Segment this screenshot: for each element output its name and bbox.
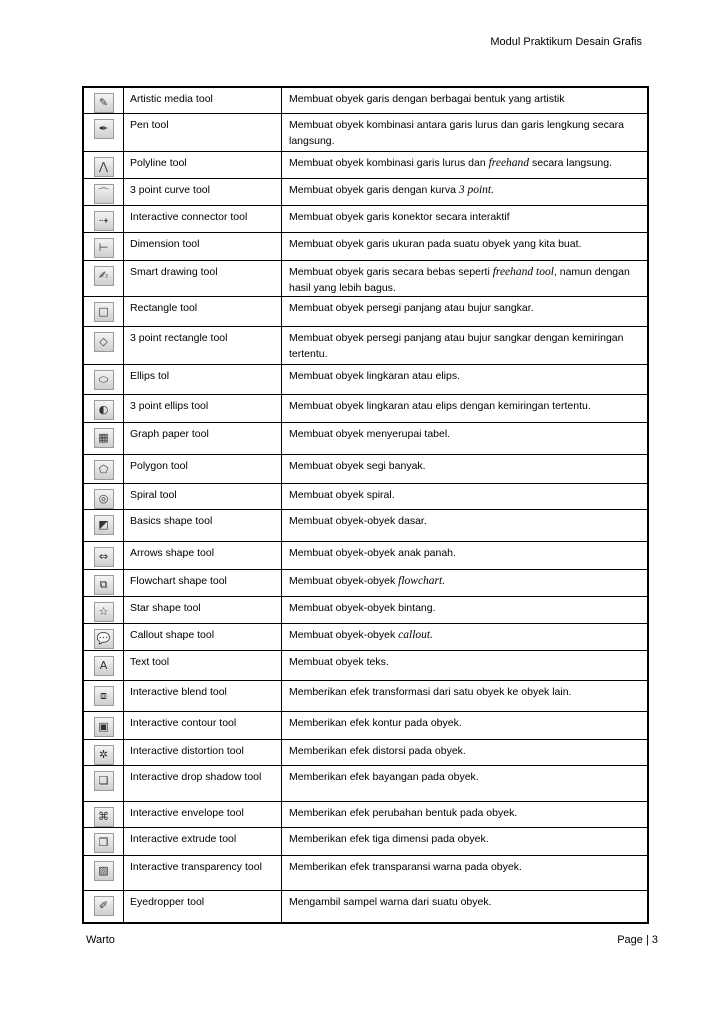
tool-description: Membuat obyek lingkaran atau elips. [282, 365, 649, 395]
tool-icon-cell [83, 423, 124, 455]
tool-icon-cell [83, 233, 124, 261]
table-row [83, 651, 648, 681]
tool-description: Memberikan efek kontur pada obyek. [282, 712, 649, 740]
tool-description: Membuat obyek kombinasi antara garis lurus dan garis lengkung secara langsung. [282, 114, 649, 152]
table-row [83, 597, 648, 624]
tool-icon-cell [83, 712, 124, 740]
table-row [83, 87, 648, 114]
tool-icon-cell [83, 740, 124, 766]
tool-description: Memberikan efek bayangan pada obyek. [282, 766, 649, 802]
table-row [83, 570, 648, 597]
tool-icon-cell [83, 152, 124, 179]
table-row [83, 802, 648, 828]
description-italic-term: flowchart. [398, 575, 446, 587]
tool-icon-cell [83, 179, 124, 206]
description-text: Membuat obyek kombinasi garis lurus dan [289, 157, 489, 169]
tool-description: Memberikan efek tiga dimensi pada obyek. [282, 828, 649, 856]
table-row [83, 206, 648, 233]
tool-description [282, 152, 649, 179]
tool-name: Spiral tool [124, 484, 282, 510]
tool-icon-cell [83, 365, 124, 395]
tool-description: Membuat obyek-obyek dasar. [282, 510, 649, 542]
envelope-icon: ⌘ [94, 807, 114, 827]
graph-paper-icon: ▦ [94, 428, 114, 448]
tool-name: Arrows shape tool [124, 542, 282, 570]
tool-description: Mengambil sampel warna dari suatu obyek. [282, 891, 649, 923]
eyedropper-icon: ✐ [94, 896, 114, 916]
flowchart-shapes-icon: ⧉ [94, 575, 114, 595]
table-row [83, 179, 648, 206]
extrude-icon: ❒ [94, 833, 114, 853]
description-italic-term: freehand tool [492, 266, 554, 278]
tool-description: Memberikan efek distorsi pada obyek. [282, 740, 649, 766]
3-point-ellipse-icon: ◐ [94, 400, 114, 420]
smart-drawing-icon: ✍ [94, 266, 114, 286]
tool-description: Membuat obyek persegi panjang atau bujur sangkar. [282, 297, 649, 327]
table-row [83, 455, 648, 484]
tool-name: 3 point ellips tool [124, 395, 282, 423]
tool-description: Memberikan efek transparansi warna pada obyek. [282, 856, 649, 891]
tool-icon-cell [83, 114, 124, 152]
star-shapes-icon: ☆ [94, 602, 114, 622]
tool-name: 3 point rectangle tool [124, 327, 282, 365]
tool-name: Polygon tool [124, 455, 282, 484]
tool-icon-cell [83, 455, 124, 484]
dimension-icon: ⊢ [94, 238, 114, 258]
tool-name: Ellips tol [124, 365, 282, 395]
tool-description: Membuat obyek segi banyak. [282, 455, 649, 484]
pen-icon: ✒ [94, 119, 114, 139]
tool-name: Basics shape tool [124, 510, 282, 542]
description-text: , namun dengan hasil yang lebih bagus. [289, 266, 630, 294]
tool-name: 3 point curve tool [124, 179, 282, 206]
tool-icon-cell [83, 206, 124, 233]
tool-icon-cell [83, 297, 124, 327]
tools-table [82, 86, 649, 924]
tool-name: Flowchart shape tool [124, 570, 282, 597]
arrow-shapes-icon: ⇔ [94, 547, 114, 567]
tool-icon-cell [83, 510, 124, 542]
table-row [83, 152, 648, 179]
tool-name: Interactive connector tool [124, 206, 282, 233]
footer-page-number: Page | 3 [617, 934, 658, 946]
tool-name: Interactive blend tool [124, 681, 282, 712]
tool-icon-cell [83, 766, 124, 802]
tool-name: Eyedropper tool [124, 891, 282, 923]
connector-icon: ⇢ [94, 211, 114, 231]
table-row [83, 484, 648, 510]
tool-name: Interactive contour tool [124, 712, 282, 740]
transparency-icon: ▨ [94, 861, 114, 881]
tool-name: Rectangle tool [124, 297, 282, 327]
table-row [83, 766, 648, 802]
table-row [83, 624, 648, 651]
tool-icon-cell [83, 484, 124, 510]
tool-description: Membuat obyek persegi panjang atau bujur sangkar dengan kemiringan tertentu. [282, 327, 649, 365]
table-row [83, 365, 648, 395]
tool-icon-cell [83, 856, 124, 891]
table-row [83, 261, 648, 297]
description-text: Membuat obyek-obyek [289, 575, 399, 587]
polyline-icon: ⋀ [94, 157, 114, 177]
table-row [83, 327, 648, 365]
drop-shadow-icon: ❏ [94, 771, 114, 791]
tool-description: Membuat obyek menyerupai tabel. [282, 423, 649, 455]
tool-name: Interactive distortion tool [124, 740, 282, 766]
tool-name: Interactive drop shadow tool [124, 766, 282, 802]
polygon-icon: ⬠ [94, 460, 114, 480]
distortion-icon: ✲ [94, 745, 114, 765]
page-header: Modul Praktikum Desain Grafis [490, 36, 642, 48]
basic-shapes-icon: ◩ [94, 515, 114, 535]
tool-icon-cell [83, 624, 124, 651]
tool-description: Membuat obyek lingkaran atau elips dengan kemiringan tertentu. [282, 395, 649, 423]
tool-icon-cell [83, 570, 124, 597]
description-text: Membuat obyek garis dengan kurva [289, 184, 459, 196]
tool-description [282, 261, 649, 297]
table-row [83, 891, 648, 923]
tool-description: Memberikan efek perubahan bentuk pada obyek. [282, 802, 649, 828]
table-row [83, 114, 648, 152]
3-point-curve-icon: ⌒ [94, 184, 114, 204]
page-footer [86, 934, 658, 946]
contour-icon: ▣ [94, 717, 114, 737]
tool-description: Membuat obyek-obyek bintang. [282, 597, 649, 624]
tool-name: Interactive extrude tool [124, 828, 282, 856]
footer-author: Warto [86, 934, 115, 946]
tool-icon-cell [83, 395, 124, 423]
tool-name: Text tool [124, 651, 282, 681]
tool-description: Membuat obyek spiral. [282, 484, 649, 510]
rectangle-icon: □ [94, 302, 114, 322]
text-icon: A [94, 656, 114, 676]
tool-description: Membuat obyek garis ukuran pada suatu obyek yang kita buat. [282, 233, 649, 261]
tool-name: Dimension tool [124, 233, 282, 261]
table-row [83, 712, 648, 740]
tool-description [282, 570, 649, 597]
tool-icon-cell [83, 681, 124, 712]
description-italic-term: callout. [398, 629, 433, 641]
table-row [83, 542, 648, 570]
description-text: secara langsung. [529, 157, 612, 169]
table-row [83, 856, 648, 891]
tool-description: Memberikan efek transformasi dari satu obyek ke obyek lain. [282, 681, 649, 712]
tool-description: Membuat obyek teks. [282, 651, 649, 681]
table-row [83, 740, 648, 766]
ellipse-icon: ⬭ [94, 370, 114, 390]
table-row [83, 297, 648, 327]
table-row [83, 510, 648, 542]
tool-name: Interactive envelope tool [124, 802, 282, 828]
table-row [83, 395, 648, 423]
3-point-rectangle-icon: ◇ [94, 332, 114, 352]
tools-table-body [83, 87, 648, 923]
tool-description: Membuat obyek garis konektor secara interaktif [282, 206, 649, 233]
tool-name: Graph paper tool [124, 423, 282, 455]
tool-description: Membuat obyek-obyek anak panah. [282, 542, 649, 570]
table-row [83, 681, 648, 712]
tool-name: Star shape tool [124, 597, 282, 624]
tool-icon-cell [83, 828, 124, 856]
tool-icon-cell [83, 261, 124, 297]
tool-icon-cell [83, 597, 124, 624]
tool-name: Interactive transparency tool [124, 856, 282, 891]
tool-icon-cell [83, 891, 124, 923]
tool-name: Smart drawing tool [124, 261, 282, 297]
tool-name: Pen tool [124, 114, 282, 152]
tool-icon-cell [83, 651, 124, 681]
table-row [83, 233, 648, 261]
table-row [83, 423, 648, 455]
description-text: Membuat obyek garis secara bebas seperti [289, 266, 493, 278]
tool-name: Artistic media tool [124, 87, 282, 114]
blend-icon: ⧈ [94, 686, 114, 706]
description-text: Membuat obyek-obyek [289, 629, 399, 641]
tool-description: Membuat obyek garis dengan berbagai bentuk yang artistik [282, 87, 649, 114]
spiral-icon: ◎ [94, 489, 114, 509]
tool-description [282, 179, 649, 206]
tool-name: Polyline tool [124, 152, 282, 179]
tool-description [282, 624, 649, 651]
description-italic-term: 3 point. [458, 184, 494, 196]
tool-icon-cell [83, 327, 124, 365]
tool-icon-cell [83, 87, 124, 114]
callout-shapes-icon: 💬 [94, 629, 114, 649]
artistic-media-icon: ✎ [94, 93, 114, 113]
tool-name: Callout shape tool [124, 624, 282, 651]
tool-icon-cell [83, 802, 124, 828]
table-row [83, 828, 648, 856]
tool-icon-cell [83, 542, 124, 570]
description-italic-term: freehand [488, 157, 530, 169]
